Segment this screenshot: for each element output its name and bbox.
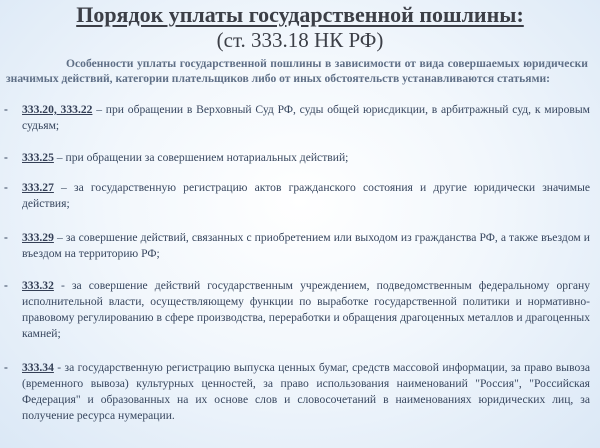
article-number: 333.32 <box>22 279 54 292</box>
article-description: – за государственную регистрацию актов гражданского состояния и другие юридически значимые действия; <box>22 181 590 210</box>
list-item <box>4 180 590 212</box>
list-item <box>4 360 590 424</box>
list-item <box>4 278 590 342</box>
list-dash: - <box>4 103 8 116</box>
list-item <box>4 102 590 134</box>
article-description: – при обращении в Верховный Суд РФ, суды общей юрисдикции, в арбитражный суд, к мировым судьям; <box>22 103 590 132</box>
list-item <box>4 230 590 262</box>
article-description: – за совершение действий, связанных с приобретением или выходом из гражданства РФ, а также въездом и въездом на территорию РФ; <box>22 231 590 260</box>
article-description: – при обращении за совершением нотариальных действий; <box>53 151 349 164</box>
list-dash: - <box>4 279 8 292</box>
article-description: - за совершение действий государственным учреждением, подведомственным федеральному органу исполнительной власти, осуществляющему функции по выработке государственной политики и нормативно-правовому регулированию в сфере производства, переработки и обращения драгоценных металлов и драгоценных камней; <box>22 279 590 340</box>
article-number: 333.25 <box>22 151 54 164</box>
list-dash: - <box>4 151 8 164</box>
article-number: 333.27 <box>22 181 54 194</box>
list-dash: - <box>4 181 8 194</box>
list-item <box>4 150 590 166</box>
page-title: Порядок уплаты государственной пошлины: <box>76 2 524 27</box>
article-description: - за государственную регистрацию выпуска ценных бумаг, средств массовой информации, за право вывоза (временного вывоза) культурных ценностей, за право использования наименований "Россия", "Российская Федерация" и образованных на их основе слов и словосочетаний в наименованиях юридических лиц, за получение ресурса нумерации. <box>22 361 590 422</box>
list-dash: - <box>4 231 8 244</box>
article-number: 333.29 <box>22 231 54 244</box>
intro-paragraph: Особенности уплаты государственной пошлины в зависимости от вида совершаемых юридически значимых действий, категории плательщиков либо от иных обстоятельств устанавливаются статьями: <box>6 57 588 85</box>
article-number: 333.34 <box>22 361 54 374</box>
article-number: 333.20, 333.22 <box>22 103 93 116</box>
list-dash: - <box>4 361 8 374</box>
page-subtitle: (ст. 333.18 НК РФ) <box>216 28 384 52</box>
